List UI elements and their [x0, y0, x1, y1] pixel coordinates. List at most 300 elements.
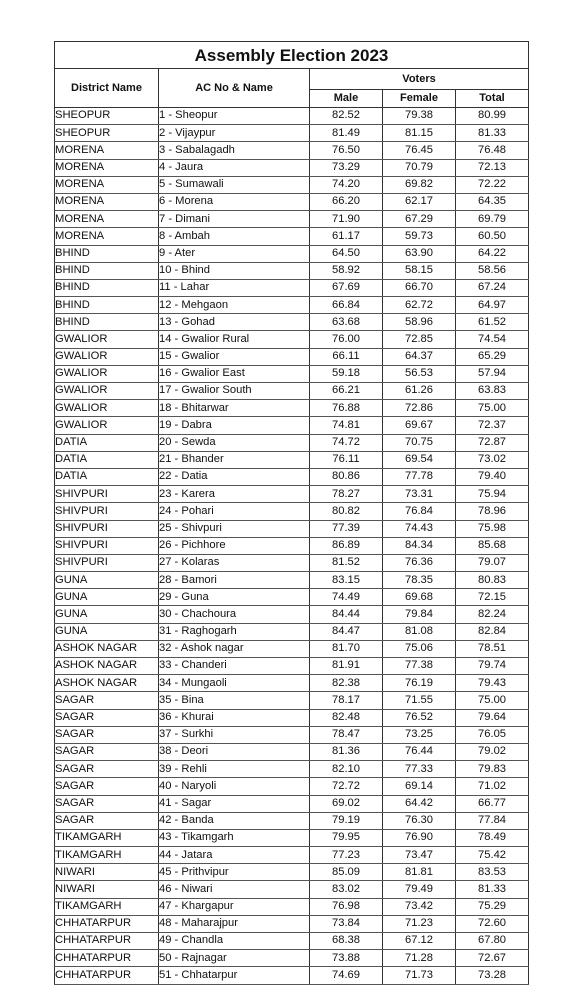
district-cell: MORENA: [55, 228, 159, 245]
district-cell: SHIVPURI: [55, 537, 159, 554]
ac-name-cell: 1 - Sheopur: [159, 108, 310, 125]
male-turnout-cell: 61.17: [310, 228, 383, 245]
male-turnout-cell: 77.23: [310, 847, 383, 864]
female-turnout-cell: 72.86: [383, 400, 456, 417]
female-turnout-cell: 61.26: [383, 383, 456, 400]
male-turnout-cell: 78.27: [310, 486, 383, 503]
total-turnout-cell: 79.83: [456, 761, 529, 778]
total-turnout-cell: 72.22: [456, 176, 529, 193]
male-turnout-cell: 82.52: [310, 108, 383, 125]
table-row: [55, 314, 529, 331]
total-turnout-cell: 81.33: [456, 881, 529, 898]
female-turnout-cell: 70.75: [383, 434, 456, 451]
table-row: [55, 279, 529, 296]
total-turnout-cell: 75.00: [456, 400, 529, 417]
ac-name-cell: 35 - Bina: [159, 692, 310, 709]
male-turnout-cell: 73.29: [310, 159, 383, 176]
district-cell: TIKAMGARH: [55, 847, 159, 864]
ac-name-cell: 24 - Pohari: [159, 503, 310, 520]
total-turnout-cell: 73.02: [456, 451, 529, 468]
district-cell: SHIVPURI: [55, 503, 159, 520]
total-turnout-cell: 85.68: [456, 537, 529, 554]
male-turnout-cell: 69.02: [310, 795, 383, 812]
table-row: [55, 365, 529, 382]
female-turnout-cell: 73.25: [383, 726, 456, 743]
male-turnout-cell: 83.15: [310, 572, 383, 589]
total-turnout-cell: 74.54: [456, 331, 529, 348]
female-turnout-cell: 56.53: [383, 365, 456, 382]
total-turnout-cell: 81.33: [456, 125, 529, 142]
table-row: [55, 778, 529, 795]
male-turnout-cell: 81.36: [310, 743, 383, 760]
district-cell: MORENA: [55, 176, 159, 193]
male-turnout-cell: 78.17: [310, 692, 383, 709]
table-row: [55, 881, 529, 898]
table-row: [55, 520, 529, 537]
table-row: [55, 572, 529, 589]
table-row: [55, 761, 529, 778]
male-turnout-cell: 66.11: [310, 348, 383, 365]
ac-name-cell: 16 - Gwalior East: [159, 365, 310, 382]
total-turnout-cell: 79.07: [456, 554, 529, 571]
female-turnout-cell: 73.31: [383, 486, 456, 503]
female-turnout-cell: 66.70: [383, 279, 456, 296]
table-row: [55, 142, 529, 159]
ac-name-cell: 4 - Jaura: [159, 159, 310, 176]
ac-name-cell: 22 - Datia: [159, 468, 310, 485]
total-turnout-cell: 72.37: [456, 417, 529, 434]
table-row: [55, 193, 529, 210]
female-turnout-cell: 79.38: [383, 108, 456, 125]
table-row: [55, 245, 529, 262]
female-turnout-cell: 75.06: [383, 640, 456, 657]
district-cell: DATIA: [55, 451, 159, 468]
district-cell: SHIVPURI: [55, 554, 159, 571]
district-cell: BHIND: [55, 279, 159, 296]
ac-name-cell: 38 - Deori: [159, 743, 310, 760]
male-turnout-cell: 66.20: [310, 193, 383, 210]
district-cell: BHIND: [55, 262, 159, 279]
ac-name-cell: 44 - Jatara: [159, 847, 310, 864]
table-row: [55, 658, 529, 675]
ac-name-cell: 23 - Karera: [159, 486, 310, 503]
table-row: [55, 589, 529, 606]
total-turnout-cell: 71.02: [456, 778, 529, 795]
district-cell: MORENA: [55, 193, 159, 210]
ac-name-cell: 14 - Gwalior Rural: [159, 331, 310, 348]
female-turnout-cell: 76.52: [383, 709, 456, 726]
female-turnout-cell: 74.43: [383, 520, 456, 537]
ac-name-cell: 47 - Khargapur: [159, 898, 310, 915]
district-cell: CHHATARPUR: [55, 933, 159, 950]
district-cell: SHEOPUR: [55, 108, 159, 125]
male-turnout-cell: 84.44: [310, 606, 383, 623]
female-turnout-cell: 76.44: [383, 743, 456, 760]
total-turnout-cell: 76.48: [456, 142, 529, 159]
table-row: [55, 967, 529, 984]
female-turnout-cell: 76.84: [383, 503, 456, 520]
district-cell: NIWARI: [55, 881, 159, 898]
table-row: [55, 743, 529, 760]
total-turnout-cell: 67.24: [456, 279, 529, 296]
district-cell: BHIND: [55, 297, 159, 314]
male-turnout-cell: 79.19: [310, 812, 383, 829]
female-turnout-cell: 73.42: [383, 898, 456, 915]
header-male: Male: [310, 90, 383, 108]
total-turnout-cell: 79.74: [456, 658, 529, 675]
ac-name-cell: 37 - Surkhi: [159, 726, 310, 743]
total-turnout-cell: 57.94: [456, 365, 529, 382]
ac-name-cell: 31 - Raghogarh: [159, 623, 310, 640]
district-cell: ASHOK NAGAR: [55, 675, 159, 692]
ac-name-cell: 42 - Banda: [159, 812, 310, 829]
male-turnout-cell: 81.91: [310, 658, 383, 675]
header-total: Total: [456, 90, 529, 108]
district-cell: SAGAR: [55, 743, 159, 760]
male-turnout-cell: 81.52: [310, 554, 383, 571]
male-turnout-cell: 82.38: [310, 675, 383, 692]
ac-name-cell: 6 - Morena: [159, 193, 310, 210]
female-turnout-cell: 58.15: [383, 262, 456, 279]
district-cell: ASHOK NAGAR: [55, 640, 159, 657]
female-turnout-cell: 64.42: [383, 795, 456, 812]
male-turnout-cell: 84.47: [310, 623, 383, 640]
table-row: [55, 847, 529, 864]
male-turnout-cell: 83.02: [310, 881, 383, 898]
ac-name-cell: 5 - Sumawali: [159, 176, 310, 193]
male-turnout-cell: 71.90: [310, 211, 383, 228]
table-row: [55, 640, 529, 657]
male-turnout-cell: 73.88: [310, 950, 383, 967]
total-turnout-cell: 72.67: [456, 950, 529, 967]
district-cell: GUNA: [55, 623, 159, 640]
total-turnout-cell: 79.64: [456, 709, 529, 726]
ac-name-cell: 2 - Vijaypur: [159, 125, 310, 142]
total-turnout-cell: 72.60: [456, 915, 529, 932]
table-row: [55, 795, 529, 812]
table-row: [55, 331, 529, 348]
male-turnout-cell: 76.11: [310, 451, 383, 468]
district-cell: TIKAMGARH: [55, 829, 159, 846]
female-turnout-cell: 67.12: [383, 933, 456, 950]
total-turnout-cell: 79.02: [456, 743, 529, 760]
total-turnout-cell: 69.79: [456, 211, 529, 228]
total-turnout-cell: 75.29: [456, 898, 529, 915]
table-title: Assembly Election 2023: [55, 42, 529, 69]
female-turnout-cell: 69.82: [383, 176, 456, 193]
ac-name-cell: 10 - Bhind: [159, 262, 310, 279]
header-district-name: District Name: [55, 69, 159, 108]
total-turnout-cell: 83.53: [456, 864, 529, 881]
female-turnout-cell: 76.30: [383, 812, 456, 829]
total-turnout-cell: 79.40: [456, 468, 529, 485]
district-cell: SAGAR: [55, 778, 159, 795]
female-turnout-cell: 79.84: [383, 606, 456, 623]
female-turnout-cell: 71.23: [383, 915, 456, 932]
ac-name-cell: 51 - Chhatarpur: [159, 967, 310, 984]
district-cell: SHIVPURI: [55, 486, 159, 503]
district-cell: SAGAR: [55, 726, 159, 743]
male-turnout-cell: 64.50: [310, 245, 383, 262]
table-row: [55, 434, 529, 451]
total-turnout-cell: 63.83: [456, 383, 529, 400]
total-turnout-cell: 78.49: [456, 829, 529, 846]
female-turnout-cell: 77.38: [383, 658, 456, 675]
ac-name-cell: 20 - Sewda: [159, 434, 310, 451]
district-cell: CHHATARPUR: [55, 967, 159, 984]
ac-name-cell: 8 - Ambah: [159, 228, 310, 245]
ac-name-cell: 26 - Pichhore: [159, 537, 310, 554]
female-turnout-cell: 70.79: [383, 159, 456, 176]
male-turnout-cell: 66.21: [310, 383, 383, 400]
table-row: [55, 503, 529, 520]
male-turnout-cell: 77.39: [310, 520, 383, 537]
table-row: [55, 950, 529, 967]
total-turnout-cell: 75.00: [456, 692, 529, 709]
ac-name-cell: 41 - Sagar: [159, 795, 310, 812]
table-row: [55, 348, 529, 365]
female-turnout-cell: 76.90: [383, 829, 456, 846]
total-turnout-cell: 76.05: [456, 726, 529, 743]
district-cell: MORENA: [55, 159, 159, 176]
female-turnout-cell: 69.54: [383, 451, 456, 468]
total-turnout-cell: 77.84: [456, 812, 529, 829]
table-row: [55, 623, 529, 640]
male-turnout-cell: 74.69: [310, 967, 383, 984]
district-cell: SAGAR: [55, 812, 159, 829]
total-turnout-cell: 82.24: [456, 606, 529, 623]
female-turnout-cell: 84.34: [383, 537, 456, 554]
female-turnout-cell: 71.73: [383, 967, 456, 984]
female-turnout-cell: 59.73: [383, 228, 456, 245]
election-table: [54, 41, 529, 985]
ac-name-cell: 40 - Naryoli: [159, 778, 310, 795]
female-turnout-cell: 69.68: [383, 589, 456, 606]
ac-name-cell: 19 - Dabra: [159, 417, 310, 434]
total-turnout-cell: 75.94: [456, 486, 529, 503]
ac-name-cell: 13 - Gohad: [159, 314, 310, 331]
total-turnout-cell: 61.52: [456, 314, 529, 331]
ac-name-cell: 12 - Mehgaon: [159, 297, 310, 314]
ac-name-cell: 43 - Tikamgarh: [159, 829, 310, 846]
district-cell: CHHATARPUR: [55, 950, 159, 967]
female-turnout-cell: 79.49: [383, 881, 456, 898]
district-cell: GWALIOR: [55, 348, 159, 365]
ac-name-cell: 49 - Chandla: [159, 933, 310, 950]
district-cell: MORENA: [55, 211, 159, 228]
ac-name-cell: 28 - Bamori: [159, 572, 310, 589]
district-cell: SAGAR: [55, 692, 159, 709]
male-turnout-cell: 81.70: [310, 640, 383, 657]
table-row: [55, 262, 529, 279]
district-cell: GUNA: [55, 572, 159, 589]
female-turnout-cell: 77.33: [383, 761, 456, 778]
total-turnout-cell: 82.84: [456, 623, 529, 640]
district-cell: GWALIOR: [55, 417, 159, 434]
total-turnout-cell: 78.51: [456, 640, 529, 657]
male-turnout-cell: 73.84: [310, 915, 383, 932]
table-row: [55, 176, 529, 193]
table-row: [55, 675, 529, 692]
district-cell: GWALIOR: [55, 400, 159, 417]
district-cell: BHIND: [55, 245, 159, 262]
female-turnout-cell: 78.35: [383, 572, 456, 589]
female-turnout-cell: 76.36: [383, 554, 456, 571]
total-turnout-cell: 72.15: [456, 589, 529, 606]
table-row: [55, 400, 529, 417]
male-turnout-cell: 80.86: [310, 468, 383, 485]
table-row: [55, 915, 529, 932]
male-turnout-cell: 82.48: [310, 709, 383, 726]
ac-name-cell: 9 - Ater: [159, 245, 310, 262]
total-turnout-cell: 67.80: [456, 933, 529, 950]
total-turnout-cell: 75.42: [456, 847, 529, 864]
male-turnout-cell: 74.20: [310, 176, 383, 193]
ac-name-cell: 46 - Niwari: [159, 881, 310, 898]
district-cell: TIKAMGARH: [55, 898, 159, 915]
district-cell: NIWARI: [55, 864, 159, 881]
ac-name-cell: 21 - Bhander: [159, 451, 310, 468]
total-turnout-cell: 72.13: [456, 159, 529, 176]
table-row: [55, 606, 529, 623]
male-turnout-cell: 74.81: [310, 417, 383, 434]
ac-name-cell: 27 - Kolaras: [159, 554, 310, 571]
table-row: [55, 451, 529, 468]
table-row: [55, 228, 529, 245]
male-turnout-cell: 86.89: [310, 537, 383, 554]
table-row: [55, 383, 529, 400]
male-turnout-cell: 78.47: [310, 726, 383, 743]
male-turnout-cell: 68.38: [310, 933, 383, 950]
district-cell: SAGAR: [55, 795, 159, 812]
table-row: [55, 692, 529, 709]
total-turnout-cell: 66.77: [456, 795, 529, 812]
table-row: [55, 933, 529, 950]
male-turnout-cell: 76.50: [310, 142, 383, 159]
female-turnout-cell: 62.17: [383, 193, 456, 210]
ac-name-cell: 50 - Rajnagar: [159, 950, 310, 967]
total-turnout-cell: 80.83: [456, 572, 529, 589]
district-cell: SHIVPURI: [55, 520, 159, 537]
female-turnout-cell: 58.96: [383, 314, 456, 331]
district-cell: GWALIOR: [55, 365, 159, 382]
female-turnout-cell: 71.55: [383, 692, 456, 709]
ac-name-cell: 15 - Gwalior: [159, 348, 310, 365]
table-row: [55, 211, 529, 228]
ac-name-cell: 25 - Shivpuri: [159, 520, 310, 537]
female-turnout-cell: 63.90: [383, 245, 456, 262]
male-turnout-cell: 76.98: [310, 898, 383, 915]
male-turnout-cell: 76.88: [310, 400, 383, 417]
male-turnout-cell: 85.09: [310, 864, 383, 881]
female-turnout-cell: 71.28: [383, 950, 456, 967]
district-cell: GUNA: [55, 589, 159, 606]
male-turnout-cell: 79.95: [310, 829, 383, 846]
ac-name-cell: 36 - Khurai: [159, 709, 310, 726]
table-row: [55, 898, 529, 915]
district-cell: CHHATARPUR: [55, 915, 159, 932]
ac-name-cell: 11 - Lahar: [159, 279, 310, 296]
ac-name-cell: 39 - Rehli: [159, 761, 310, 778]
total-turnout-cell: 80.99: [456, 108, 529, 125]
district-cell: DATIA: [55, 468, 159, 485]
table-row: [55, 829, 529, 846]
total-turnout-cell: 72.87: [456, 434, 529, 451]
ac-name-cell: 17 - Gwalior South: [159, 383, 310, 400]
table-row: [55, 108, 529, 125]
female-turnout-cell: 72.85: [383, 331, 456, 348]
female-turnout-cell: 76.19: [383, 675, 456, 692]
total-turnout-cell: 75.98: [456, 520, 529, 537]
female-turnout-cell: 76.45: [383, 142, 456, 159]
district-cell: SHEOPUR: [55, 125, 159, 142]
district-cell: MORENA: [55, 142, 159, 159]
ac-name-cell: 3 - Sabalagadh: [159, 142, 310, 159]
female-turnout-cell: 81.08: [383, 623, 456, 640]
total-turnout-cell: 60.50: [456, 228, 529, 245]
total-turnout-cell: 73.28: [456, 967, 529, 984]
male-turnout-cell: 59.18: [310, 365, 383, 382]
ac-name-cell: 7 - Dimani: [159, 211, 310, 228]
table-row: [55, 125, 529, 142]
table-row: [55, 726, 529, 743]
male-turnout-cell: 74.49: [310, 589, 383, 606]
total-turnout-cell: 58.56: [456, 262, 529, 279]
male-turnout-cell: 76.00: [310, 331, 383, 348]
header-female: Female: [383, 90, 456, 108]
total-turnout-cell: 65.29: [456, 348, 529, 365]
table-row: [55, 864, 529, 881]
ac-name-cell: 48 - Maharajpur: [159, 915, 310, 932]
female-turnout-cell: 69.67: [383, 417, 456, 434]
district-cell: GWALIOR: [55, 383, 159, 400]
table-row: [55, 537, 529, 554]
total-turnout-cell: 64.22: [456, 245, 529, 262]
table-row: [55, 417, 529, 434]
table-body: [55, 108, 529, 985]
ac-name-cell: 29 - Guna: [159, 589, 310, 606]
table-row: [55, 709, 529, 726]
total-turnout-cell: 64.97: [456, 297, 529, 314]
male-turnout-cell: 72.72: [310, 778, 383, 795]
district-cell: GWALIOR: [55, 331, 159, 348]
district-cell: BHIND: [55, 314, 159, 331]
ac-name-cell: 18 - Bhitarwar: [159, 400, 310, 417]
header-voters: Voters: [310, 69, 529, 90]
male-turnout-cell: 66.84: [310, 297, 383, 314]
male-turnout-cell: 63.68: [310, 314, 383, 331]
female-turnout-cell: 73.47: [383, 847, 456, 864]
male-turnout-cell: 82.10: [310, 761, 383, 778]
ac-name-cell: 32 - Ashok nagar: [159, 640, 310, 657]
female-turnout-cell: 81.15: [383, 125, 456, 142]
female-turnout-cell: 67.29: [383, 211, 456, 228]
district-cell: SAGAR: [55, 761, 159, 778]
district-cell: SAGAR: [55, 709, 159, 726]
male-turnout-cell: 67.69: [310, 279, 383, 296]
total-turnout-cell: 64.35: [456, 193, 529, 210]
female-turnout-cell: 62.72: [383, 297, 456, 314]
male-turnout-cell: 80.82: [310, 503, 383, 520]
ac-name-cell: 30 - Chachoura: [159, 606, 310, 623]
male-turnout-cell: 81.49: [310, 125, 383, 142]
female-turnout-cell: 81.81: [383, 864, 456, 881]
table-row: [55, 297, 529, 314]
total-turnout-cell: 79.43: [456, 675, 529, 692]
male-turnout-cell: 74.72: [310, 434, 383, 451]
table-row: [55, 554, 529, 571]
female-turnout-cell: 64.37: [383, 348, 456, 365]
